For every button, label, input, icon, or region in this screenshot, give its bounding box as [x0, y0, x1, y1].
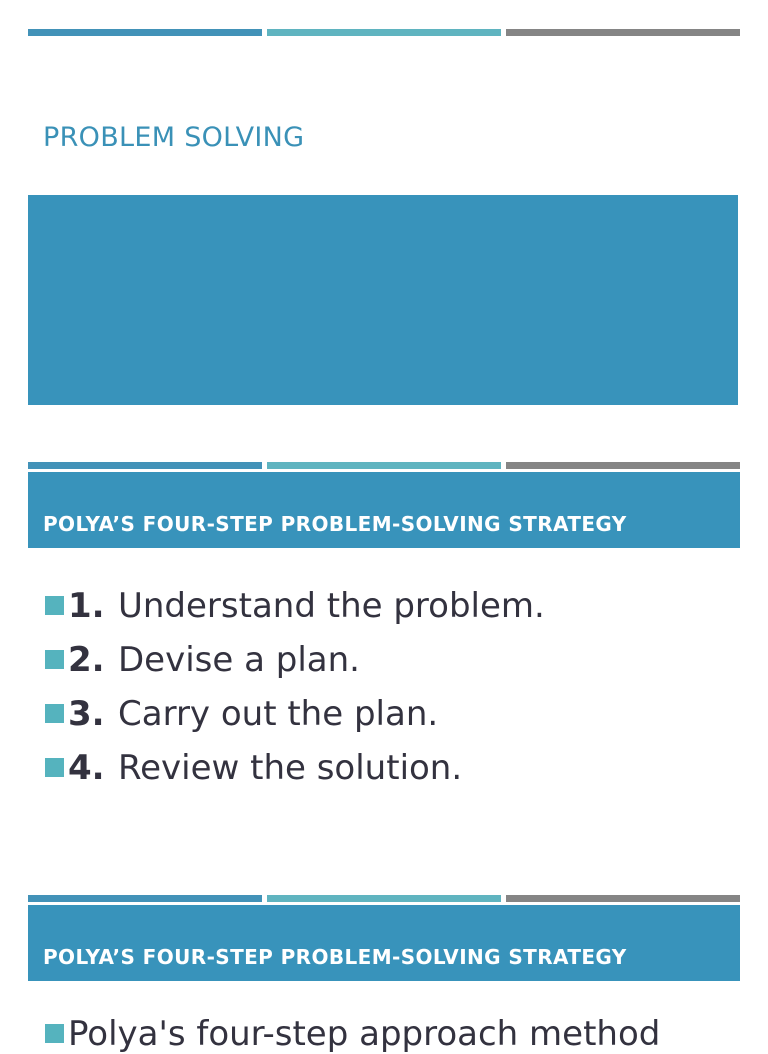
step-text: Devise a plan.: [118, 640, 360, 680]
step-text: Review the solution.: [118, 748, 463, 788]
slide-title: [0, 0, 768, 420]
partial-text: Polya's four-step approach method: [68, 1014, 661, 1054]
accent-segment-blue: [28, 29, 262, 36]
step-text: Understand the problem.: [118, 586, 545, 626]
accent-bar: [28, 895, 740, 902]
bullet-square-icon: [45, 650, 64, 669]
slide-polya-approach: [0, 860, 768, 1024]
accent-segment-teal: [267, 462, 501, 469]
accent-bar: [28, 462, 740, 469]
accent-segment-gray: [506, 462, 740, 469]
bullet-square-icon: [45, 704, 64, 723]
step-number: 2.: [68, 640, 105, 680]
accent-bar: [28, 29, 740, 36]
slide-polya-steps: [0, 420, 768, 860]
slide-title-text: POLYA’S FOUR-STEP PROBLEM-SOLVING STRATEGY: [43, 512, 627, 536]
slide-title-banner: [28, 905, 740, 981]
bullet-square-icon: [45, 1024, 64, 1043]
slide-title-text: POLYA’S FOUR-STEP PROBLEM-SOLVING STRATEGY: [43, 945, 627, 969]
accent-segment-gray: [506, 29, 740, 36]
accent-segment-teal: [267, 895, 501, 902]
accent-segment-blue: [28, 462, 262, 469]
slide-title-banner: [28, 472, 740, 548]
accent-segment-gray: [506, 895, 740, 902]
slide-title-text: PROBLEM SOLVING: [43, 122, 305, 153]
accent-segment-teal: [267, 29, 501, 36]
step-number: 3.: [68, 694, 105, 734]
accent-segment-blue: [28, 895, 262, 902]
title-content-block: [28, 195, 738, 405]
step-text: Carry out the plan.: [118, 694, 439, 734]
bullet-square-icon: [45, 758, 64, 777]
step-number: 1.: [68, 586, 105, 626]
bullet-square-icon: [45, 596, 64, 615]
step-number: 4.: [68, 748, 105, 788]
